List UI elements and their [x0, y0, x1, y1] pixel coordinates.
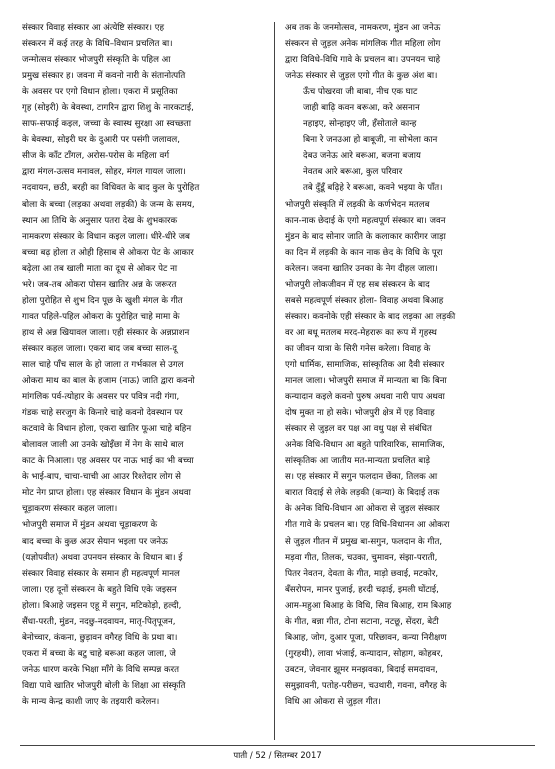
- text-line: गावत पहिले-पहिल ओकरा के पुरोहित चाहे मामा के: [22, 311, 180, 322]
- text-line: बेनोच्चार, कंकना, छुड़ावन वगैरह विधि के प्रथा बा।: [22, 632, 178, 643]
- right-column: [285, 20, 537, 710]
- text-line: बोला के बच्चा (लड़का अथवा लड़की) के जन्म के समय,: [22, 199, 195, 210]
- text-line: मानल जाला। भोजपुरी समाज में मान्यता बा कि बिना: [285, 376, 447, 387]
- text-line: नहाइए, सोन्हाइए जी, हँसोताले कान्ह: [303, 119, 417, 130]
- text-line: नदवायन, छठी, बरही का विधिवत के बाद कुल के पुरोहित: [22, 183, 200, 194]
- text-line: के भाई-बाप, चाचा-चाची आ आउर रिश्तेदार लोग से: [22, 472, 181, 483]
- text-line: साल चाहे पाँच साल के हो जाला त गर्भकाल से उगल: [22, 359, 184, 370]
- text-line: के गीत, बन्ना गीत, टोना सटाना, नटछू, सेंदरा, बेटी: [285, 616, 439, 627]
- text-line: कान-नाक छेदाई के एगो महत्वपूर्ण संस्कार बा। जवन: [285, 215, 446, 226]
- footer-rule: [20, 745, 535, 746]
- page-footer: पाती / 52 / सितम्बर 2017: [233, 750, 322, 760]
- text-line: स्थान आ तिथि के अनुसार पतरा देख के शुभकारक: [22, 215, 178, 226]
- left-column: [22, 20, 266, 710]
- text-line: जनेऊ संस्कार से जुड़ल एगो गीत के कुछ अंश बा।: [285, 71, 438, 82]
- text-line: से जुड़ल गीतन में प्रमुख बा-सगुन, फलदान के गीत,: [285, 536, 443, 547]
- text-line: स। एह संस्कार में सगुन फलदान छेंका, तिलक आ: [285, 472, 438, 483]
- text-line: भरे। जब-तब ओकरा पोसन खातिर अन्न के जरूरत: [22, 279, 177, 290]
- text-line: विधि आ ओकरा से जुड़ल गीत।: [285, 696, 381, 707]
- text-line: के बेवस्था, सोइरी घर के दुआरी पर पसंगी जलावल,: [22, 135, 180, 146]
- text-line: होला। बिआहे जइसन एहू में सगुन, मटिकोड़ो, हल्दी,: [22, 600, 182, 611]
- text-line: भोजपुरी संस्कृति में लड़की के कर्णभेदन मतलब: [285, 199, 430, 210]
- text-line: बिना रे जनउआ हो बाबूजी, ना सोभेला कान: [303, 135, 438, 146]
- text-line: (यज्ञोपवीत) अथवा उपनयन संस्कार के विधान बा। ई: [22, 552, 183, 563]
- text-line: सीज के काँट टाँगल, अरोस-परोस के महिला वर्ग: [22, 151, 170, 162]
- text-line: बोलावल जाली आ उनके खोइँछा में नेग के साथे बाल: [22, 440, 184, 451]
- text-line: होला पुरोहित से शुभ दिन पूछ के खुशी मंगल के गीत: [22, 295, 183, 306]
- text-line: कटवावे के विधान होला, एकरा खातिर फूआ चाहे बहिन: [22, 424, 192, 435]
- text-line: बाद बच्चा के कुछ अउर सेयान भइला पर जनेऊ: [22, 536, 168, 547]
- text-line: भोजपुरी लोकजीवन में एह सब संस्करन के बाद: [285, 279, 430, 290]
- text-line: जाही बाढ़ि कवन बरूआ, करे असनान: [303, 103, 420, 114]
- text-line: दोष मुक्त ना हो सके। भोजपुरी क्षेत्र में एह विवाह: [285, 408, 435, 419]
- text-line: के मान्य केन्द्र काशी जाए के तइयारी करेलन।: [22, 696, 160, 707]
- text-line: एगो धार्मिक, सामाजिक, सांस्कृतिक आ दैवी संस्कार: [285, 359, 445, 370]
- text-line: (गुरहथी), लावा भंजाई, कन्यादान, सोहाग, कोहबर,: [285, 648, 443, 659]
- text-line: काट के निआला। एह अवसर पर नाऊ भाई का भी बच्चा: [22, 456, 194, 467]
- text-line: ऊँच पोखरवा जी बाबा, नीच एक घाट: [303, 87, 418, 98]
- text-line: संस्करन में कई तरह के विधि–विधान प्रचलित बा।: [22, 39, 173, 50]
- text-line: भोजपुरी समाज में मुंडन अथवा चूड़ाकरण के: [22, 520, 158, 531]
- text-line: संस्करन से जुड़ल अनेक मांगलिक गीत महिला लोग: [285, 39, 441, 50]
- text-line: संस्कार विवाह संस्कार के समान ही महत्वपूर्ण मानल: [22, 568, 180, 579]
- text-line: चूड़ाकरण संस्कार कहल जाला।: [22, 504, 118, 515]
- text-line: पितर नेवतन, देवता के गीत, माड़ो छवाई, मटकोर,: [285, 568, 439, 579]
- text-line: समुझावनी, पतोह-परीछन, चउथारी, गवना, वगैरह के: [285, 680, 447, 691]
- text-line: बारात विदाई से लेके लड़की (कन्या) के बिदाई तक: [285, 488, 440, 499]
- text-line: बिआह, जोग, दुआर पूजा, परिछावन, कन्या निरीक्षण: [285, 632, 447, 643]
- text-line: ओकरा माथ का बाल के हजाम (नाऊ) जाति द्वारा कवनो: [22, 376, 195, 387]
- text-line: गीत गावे के प्रचलन बा। एह विधि-विधानन आ ओकरा: [285, 520, 450, 531]
- text-line: हाथ से अन्न खियावल जाला। एही संस्कार के अन्नप्राशन: [22, 327, 190, 338]
- text-line: के अवसर पर एगो विधान होला। एकरा में प्रसूतिका: [22, 87, 178, 98]
- text-line: नामकरण संस्कार के विधान कइल जाला। धीरे-धीरे जब: [22, 231, 190, 242]
- text-line: मोट नेग प्राप्त होला। एह संस्कार विधान के मुंडन अथवा: [22, 488, 191, 499]
- text-line: देबउ जनेऊ आरे बरूआ, बजना बजाय: [303, 151, 421, 162]
- text-line: वर आ बधू मतलब मरद-मेहरारू का रूप में गृहस्थ: [285, 327, 437, 338]
- text-line: कन्यादान कइले कवनो पुरुष अथवा नारी पाप अथवा: [285, 392, 445, 403]
- text-line: सांस्कृतिक आ जातीय मत-मान्यता प्रचलित बाड़े: [285, 456, 431, 467]
- text-line: तबे दुँडूँ बढ़िहे रे बरूआ, कवने भइया के पाँत।: [303, 183, 443, 194]
- text-line: बढ़ेला आ तब खाली माता का दूध से ओकर पेट ना: [22, 263, 178, 274]
- text-line: नेवतब आरे बरूआ, कुल परिवार: [303, 167, 403, 178]
- text-line: जाला। एह दूनों संस्करन के बहुते विधि एके जइसन: [22, 584, 177, 595]
- text-line: द्वारा विविधे-विधि गावे के प्रचलन बा। उपनयन चाहे: [285, 55, 441, 66]
- text-line: करेलन। जवना खातिर उनका के नेग दीहल जाला।: [285, 263, 438, 274]
- text-line: संस्कार। कवनोके एही संस्कार के बाद लड़का आ लड़की: [285, 311, 456, 322]
- text-line: बच्चा बढ़ होला त ओही हिसाब से ओकरा पेट के आकार: [22, 247, 194, 258]
- text-line: द्वारा मंगल-उत्सव मनावल, सोहर, मंगल गायल जाला।: [22, 167, 186, 178]
- text-line: के अनेक विधि-विधान आ ओकरा से जुड़ल संस्कार: [285, 504, 440, 515]
- text-line: मांगलिक पर्व-त्योहार के अवसर पर पवित्र नदी गंगा,: [22, 392, 180, 403]
- column-divider: [274, 22, 275, 740]
- text-line: विद्या पावे खातिर भोजपुरी बोली के शिक्षा आ संस्कृति: [22, 680, 186, 691]
- text-line: साफ-सफाई कइल, जच्चा के स्वास्थ सुरक्षा आ स्वच्छता: [22, 119, 191, 130]
- text-line: एकरा में बच्चा के बटु चाहे बरूआ कहल जाला, जे: [22, 648, 176, 659]
- text-line: संस्कार कहल जाला। एकरा बाद जब बच्चा साल-दू: [22, 343, 177, 354]
- text-line: का जीवन यात्रा के सिरी गनेस करेला। विवाह के: [285, 343, 431, 354]
- text-line: आम-महुआ बिआह के विधि, सिव बिआह, राम बिआह: [285, 600, 452, 611]
- text-line: मुंडन के बाद सोनार जाति के कलाकार कारीगर जाड़ा: [285, 231, 446, 242]
- text-line: संस्कार विवाह संस्कार आ अंत्येष्टि संस्कार। एह: [22, 23, 165, 33]
- text-line: प्रमुख संस्कार ह। जवना में कवनो नारी के संतानोत्पति: [22, 71, 186, 82]
- text-line: उबटन, जेवनार झूमर मनझवका, बिदाई समदावन,: [285, 664, 438, 675]
- text-line: गृह (सोइरी) के बेवस्था, टागरिन द्वारा शिशु के नारकटाई,: [22, 103, 194, 114]
- text-line: बँसरोपन, मानर पुजाई, हरदी चढ़ाई, इमली घोंटाई,: [285, 584, 439, 595]
- text-line: अब तक के जनमोत्सव, नामकरण, मुंडन आ जनेऊ: [285, 23, 441, 33]
- text-line: गंडक चाहे सरजुग के किनारे चाहे कवनो देवस्थान पर: [22, 408, 183, 419]
- text-line: संस्कार से जुड़ल वर पक्ष आ वधु पक्ष से संबंधित: [285, 424, 432, 435]
- text-line: सैंधा-परती, मुंडन, नदछु-नदवायन, मातृ-पितृपूजन,: [22, 616, 176, 627]
- text-line: अनेक विधि-विधान आ बहुते पारिवारिक, सामाजिक,: [285, 440, 445, 451]
- text-line: मड़वा गीत, तिलक, चउका, चुमावन, संझा-पराती,: [285, 552, 438, 563]
- text-line: जनेऊ धारण करके भिक्षा माँगे के विधि सम्पन्न करत: [22, 664, 180, 675]
- text-line: का दिन में लड़की के कान नाक छेद के विधि के पूरा: [285, 247, 443, 258]
- text-line: सबसे महत्वपूर्ण संस्कार होला- विवाह अथवा बिआह: [285, 295, 444, 306]
- text-line: जन्मोत्सव संस्कार भोजपुरी संस्कृति के पहिल आ: [22, 55, 171, 66]
